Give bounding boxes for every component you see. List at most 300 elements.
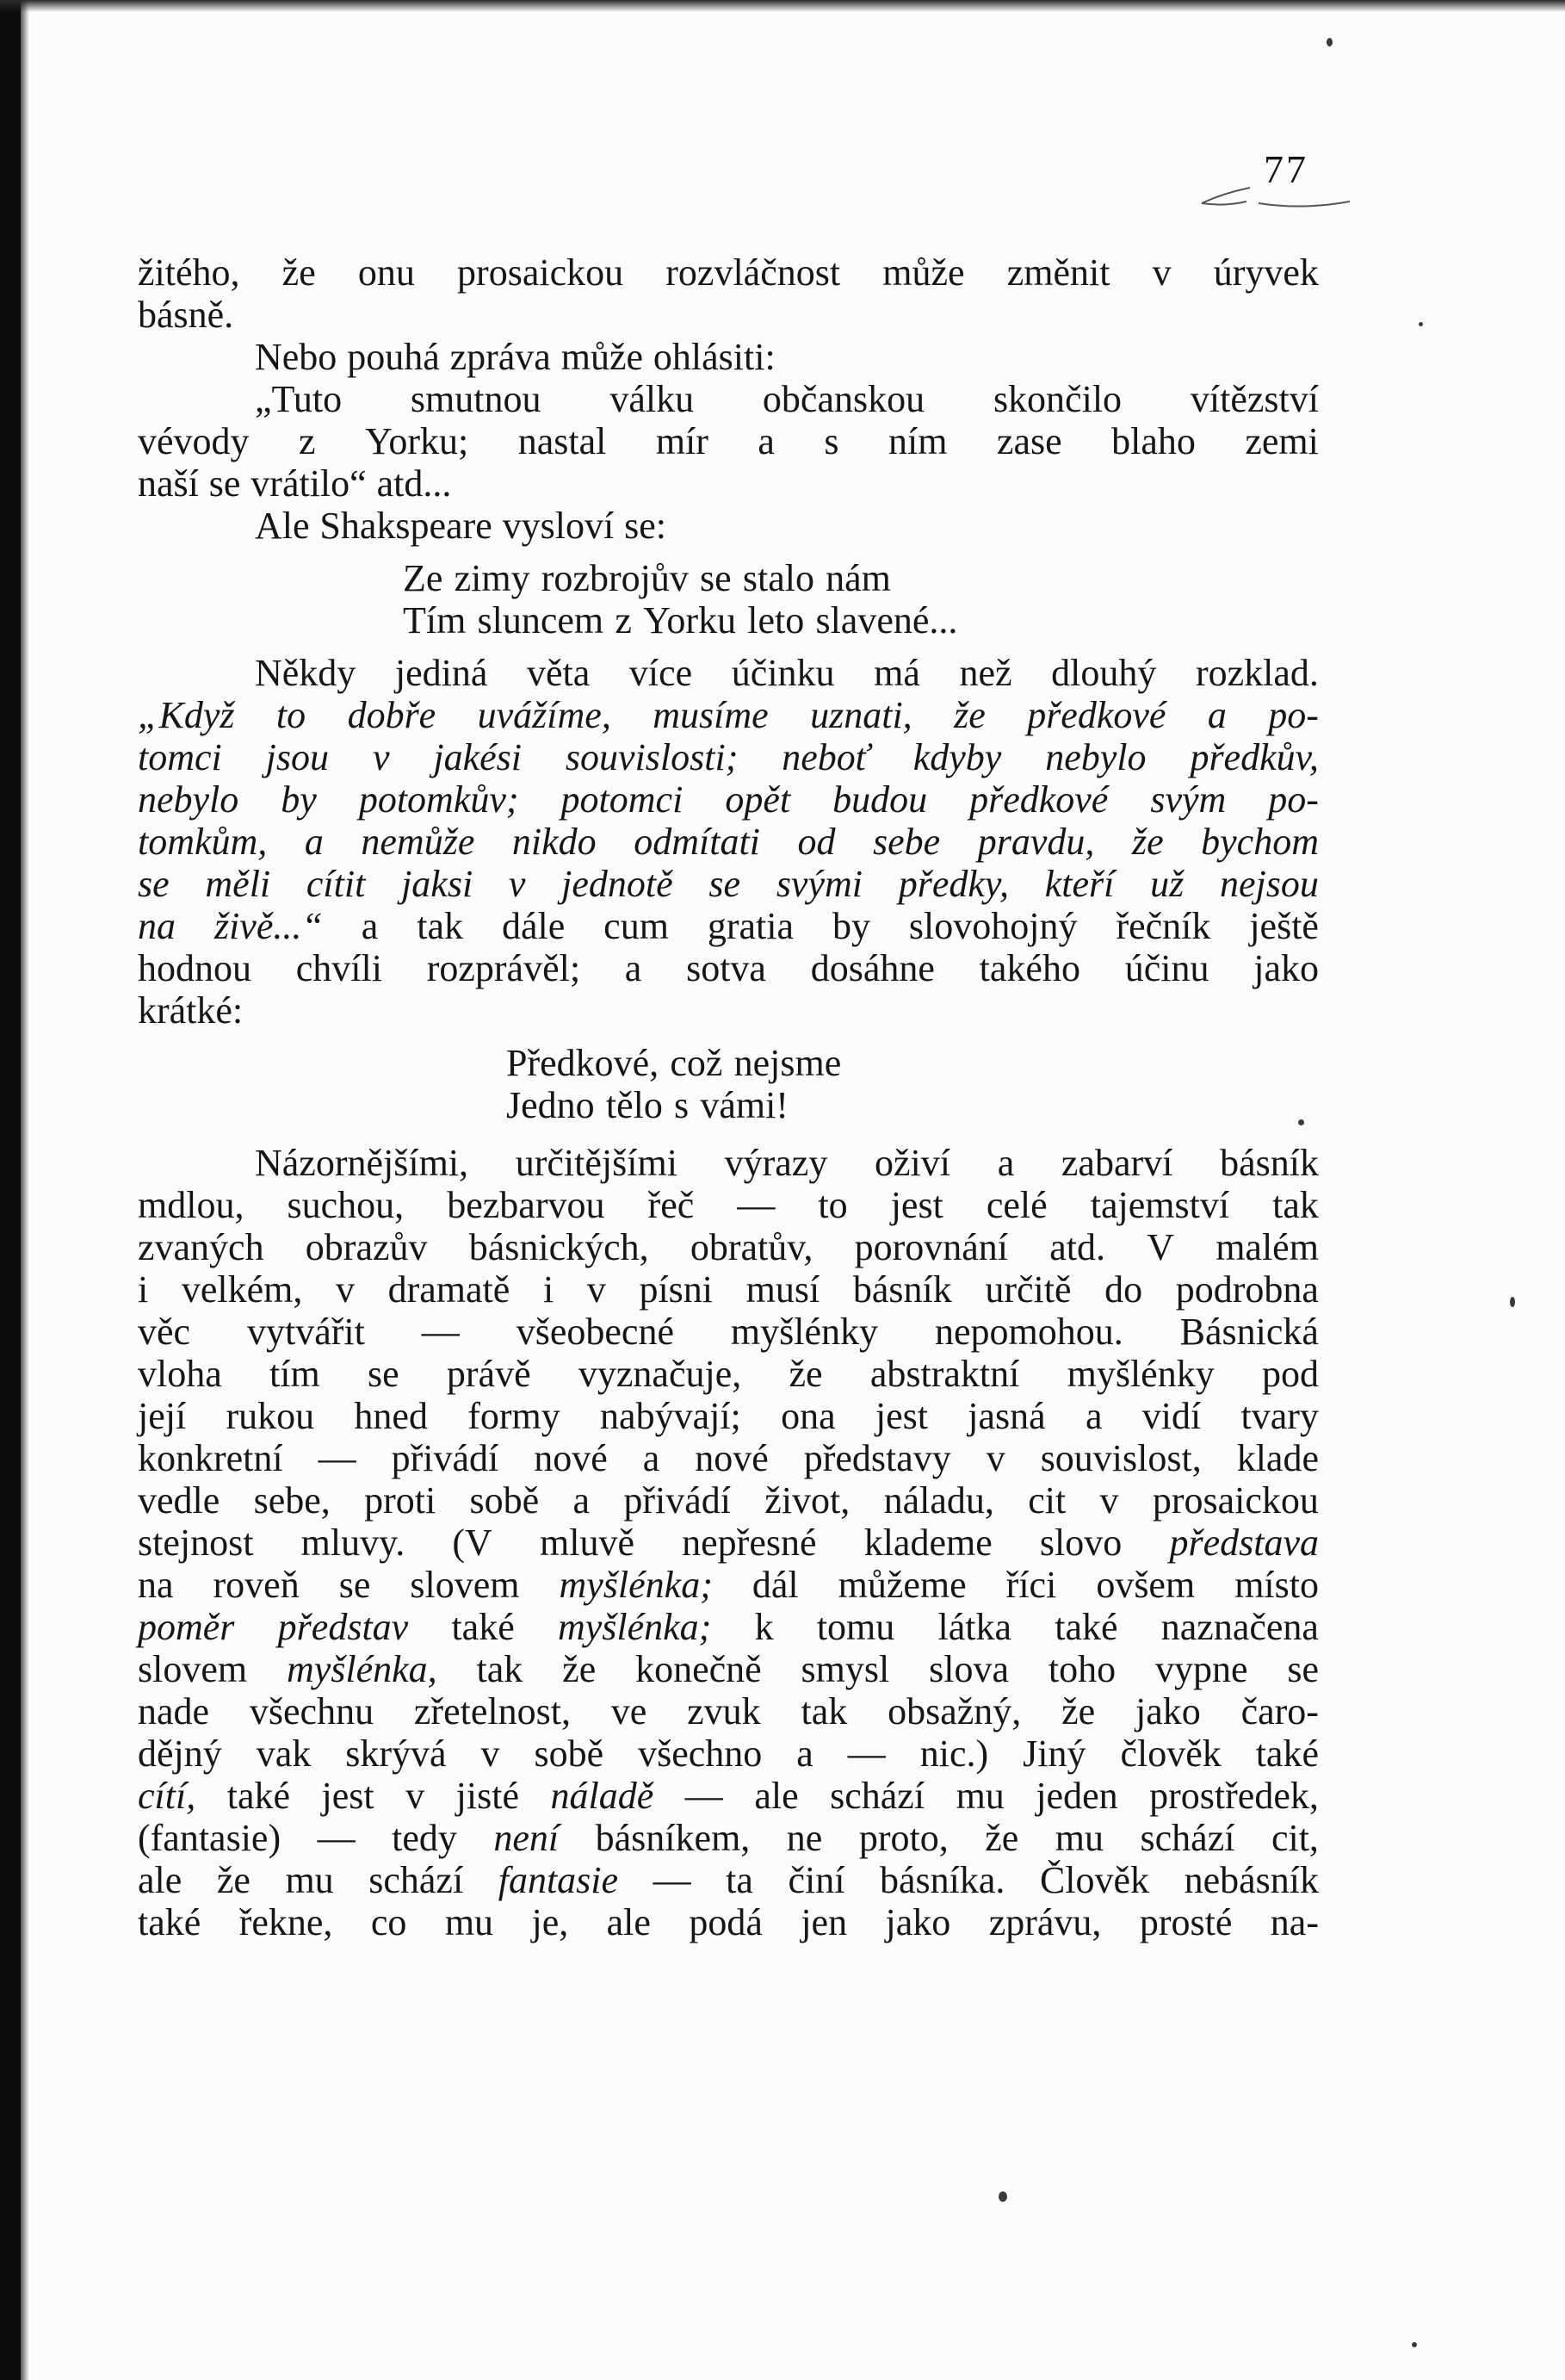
word: mu [285, 1859, 334, 1901]
word: na- [1270, 1901, 1319, 1943]
text-line [138, 1311, 1319, 1353]
word: také [1055, 1606, 1118, 1648]
word: konečně [635, 1648, 762, 1690]
word: básníka. [879, 1859, 1005, 1901]
word: jako [885, 1901, 951, 1943]
text-line [138, 505, 1319, 547]
word: jako [1135, 1690, 1201, 1732]
word: vítězství [1190, 378, 1319, 420]
word: zvuk [687, 1690, 761, 1732]
word: také [138, 1901, 201, 1943]
word: Tím [403, 599, 467, 641]
word: nabývají; [600, 1395, 741, 1437]
word: V [1147, 1226, 1174, 1268]
word: v [986, 1437, 1005, 1479]
word: malém [1216, 1226, 1319, 1268]
word: náladu, [883, 1479, 994, 1522]
word: abstraktní [869, 1353, 1020, 1395]
italic-word: nebylo [138, 778, 239, 821]
word: roveň [213, 1564, 300, 1606]
word: k [754, 1606, 774, 1648]
italic-word: pravdu, [977, 821, 1095, 863]
word: mu [956, 1775, 1005, 1817]
word: tím [269, 1353, 320, 1395]
page-text-block [138, 251, 1319, 1943]
word: tak [801, 1690, 848, 1732]
word: ovšem [1096, 1564, 1196, 1606]
italic-word: už [1150, 863, 1185, 905]
italic-word: sebe [873, 821, 941, 863]
word: hodnou [138, 947, 251, 989]
word: takého [979, 947, 1080, 989]
word: nastal [517, 420, 607, 462]
word: prosaickou [1152, 1479, 1319, 1522]
italic-word: by [281, 778, 317, 821]
word: a [361, 905, 379, 947]
word: porovnání [854, 1226, 1009, 1268]
word: i [542, 1268, 554, 1311]
word: z [615, 599, 632, 641]
text-line [138, 1690, 1319, 1732]
word: tomu [816, 1606, 895, 1648]
italic-word: svými [776, 863, 863, 905]
word: určitějšími [515, 1142, 677, 1184]
word: atd... [376, 462, 452, 505]
word: tedy [392, 1817, 457, 1859]
word: rukou [226, 1395, 315, 1437]
word: „Tuto [255, 378, 343, 420]
word: může [882, 251, 965, 294]
text-line [138, 1353, 1319, 1395]
word: gratia [707, 905, 795, 947]
word: a [758, 420, 775, 462]
word: věc [138, 1311, 191, 1353]
word: nade [138, 1690, 210, 1732]
paper-speck [1510, 1297, 1515, 1307]
word: žitého, [138, 251, 240, 294]
word: sotva [686, 947, 766, 989]
italic-word: budou [832, 778, 928, 821]
word: sebe, [253, 1479, 331, 1522]
word: sluncem [477, 599, 604, 641]
word: myšlénky [1067, 1353, 1215, 1395]
word: dramatě [387, 1268, 510, 1311]
word: oživí [875, 1142, 950, 1184]
word: vytvářit [247, 1311, 365, 1353]
word: může [560, 336, 644, 378]
word: místo [1234, 1564, 1319, 1606]
word: ním [888, 420, 948, 462]
word: — [847, 1732, 886, 1775]
word: slovem [138, 1648, 248, 1690]
word: dějný [138, 1732, 222, 1775]
text-line [138, 1226, 1319, 1268]
italic-word: předkův, [1190, 736, 1319, 778]
italic-word: poměr [138, 1606, 235, 1648]
text-line [138, 1268, 1319, 1311]
text-line [138, 947, 1319, 989]
word: mluvě [540, 1522, 634, 1564]
word: tajemství [1090, 1184, 1230, 1226]
word: Ze [403, 557, 443, 599]
word: smysl [801, 1648, 890, 1690]
word: přivádí [623, 1479, 731, 1522]
word: slovem [410, 1564, 520, 1606]
italic-word: to [275, 694, 306, 736]
word: naší [138, 462, 199, 505]
word: stejnost [138, 1522, 254, 1564]
word: básnických, [468, 1226, 649, 1268]
word: jeden [1036, 1775, 1118, 1817]
text-line [138, 778, 1319, 821]
italic-word: potomci [560, 778, 684, 821]
word: ta [726, 1859, 753, 1901]
italic-word: měli [205, 863, 271, 905]
word: se: [624, 505, 666, 547]
italic-word: nebylo [1045, 736, 1147, 778]
word: Yorku; [365, 420, 469, 462]
word: účinu [1124, 947, 1209, 989]
text-line [138, 1437, 1319, 1479]
word: slovohojný [908, 905, 1078, 947]
italic-word: nemůže [361, 821, 475, 863]
italic-word: není [493, 1817, 560, 1859]
italic-word: v [372, 736, 390, 778]
word: že [562, 1648, 597, 1690]
word: tvary [1240, 1395, 1319, 1437]
word: můžeme [838, 1564, 967, 1606]
word: v [1099, 1479, 1119, 1522]
text-line [138, 294, 1319, 336]
word: hned [354, 1395, 428, 1437]
word: blaho [1111, 420, 1196, 462]
word: mdlou, [138, 1184, 244, 1226]
word: také [451, 1606, 515, 1648]
word: obsažný, [888, 1690, 1022, 1732]
text-line [138, 462, 1319, 505]
word: s [674, 1084, 690, 1126]
word: to [818, 1184, 848, 1226]
text-line [138, 905, 1319, 947]
word: z [299, 420, 316, 462]
word: nejsme [733, 1042, 842, 1084]
text-line [138, 1817, 1319, 1859]
text-line [138, 599, 1319, 641]
word: představy [803, 1437, 951, 1479]
italic-word: jakési [433, 736, 523, 778]
word: zase [996, 420, 1062, 462]
word: — [653, 1859, 691, 1901]
word: tělo [605, 1084, 663, 1126]
word: dále [501, 905, 566, 947]
italic-word: se [138, 863, 170, 905]
word: velkém, [181, 1268, 303, 1311]
word: vidí [1141, 1395, 1202, 1437]
word: jest [321, 1775, 374, 1817]
italic-word: cítit [306, 863, 366, 905]
word: vedle [138, 1479, 220, 1522]
word: skrývá [345, 1732, 447, 1775]
word: s [824, 420, 839, 462]
word: smutnou [410, 378, 541, 420]
word: zprávu, [988, 1901, 1102, 1943]
italic-word: předkové [1027, 694, 1166, 736]
paper-speck [999, 2191, 1007, 2202]
italic-word: tomkům, [138, 821, 268, 863]
paper-speck [1419, 322, 1423, 326]
italic-word: bychom [1201, 821, 1319, 863]
word: a [1085, 1395, 1103, 1437]
word: cit, [1271, 1817, 1319, 1859]
paper-speck [1412, 2342, 1417, 2347]
word: Člověk [1039, 1859, 1150, 1901]
text-line [138, 821, 1319, 863]
word: jasná [968, 1395, 1046, 1437]
word: vloha [138, 1353, 222, 1395]
word: ne [786, 1817, 823, 1859]
word: vévody [138, 420, 250, 462]
word: se [1287, 1648, 1319, 1690]
word: prosaickou [457, 251, 624, 294]
italic-word: v [508, 863, 526, 905]
word: ohlásiti: [653, 336, 776, 378]
word: rozvláčnost [665, 251, 841, 294]
word: že [1061, 1690, 1096, 1732]
word: — [318, 1437, 356, 1479]
word: co [370, 1901, 407, 1943]
word: že [216, 1859, 251, 1901]
word: onu [357, 251, 415, 294]
word: ona [781, 1395, 836, 1437]
word: rozklad. [1196, 652, 1319, 694]
word: a [796, 1732, 813, 1775]
text-line [138, 1732, 1319, 1775]
text-line [138, 378, 1319, 420]
word: ale [138, 1859, 182, 1901]
word: pouhá [347, 336, 440, 378]
italic-word: nejsou [1220, 863, 1319, 905]
text-line [138, 1142, 1319, 1184]
word: nepřesné [682, 1522, 817, 1564]
text-line [138, 557, 1319, 599]
word: se [338, 1564, 371, 1606]
word: věta [527, 652, 591, 694]
word: se [700, 557, 732, 599]
word: pod [1261, 1353, 1319, 1395]
word: písni [639, 1268, 714, 1311]
word: nám [826, 557, 891, 599]
word: a [572, 1479, 591, 1522]
word: schází [1140, 1817, 1235, 1859]
word: celé [986, 1184, 1048, 1226]
word: vak [256, 1732, 312, 1775]
word: řečník [1116, 905, 1211, 947]
italic-word: myšlénka; [559, 1564, 713, 1606]
italic-word: dobře [347, 694, 436, 736]
text-line [138, 694, 1319, 736]
word: prostředek, [1149, 1775, 1319, 1817]
word: člověk [1120, 1732, 1222, 1775]
word: mu [444, 1901, 494, 1943]
word: všechnu [249, 1690, 374, 1732]
word: Jedno [506, 1084, 595, 1126]
word: jest [875, 1395, 928, 1437]
word: Předkové, [506, 1042, 659, 1084]
word: klademe [863, 1522, 993, 1564]
word: (V [452, 1522, 492, 1564]
word: ve [610, 1690, 647, 1732]
word: dosáhne [810, 947, 935, 989]
word: formy [467, 1395, 560, 1437]
word: zřetelnost, [413, 1690, 571, 1732]
word: cum [603, 905, 669, 947]
word: tak [1272, 1184, 1319, 1226]
word: změnit [1006, 251, 1110, 294]
word: než [959, 652, 1012, 694]
word: také [1255, 1732, 1319, 1775]
word: a [997, 1142, 1015, 1184]
text-line [138, 1901, 1319, 1943]
italic-word: tomci [138, 736, 222, 778]
top-edge-shadow [0, 0, 1565, 12]
italic-word: potomkův; [358, 778, 519, 821]
word: zimy [454, 557, 530, 599]
word: úryvek [1213, 251, 1319, 294]
word: právě [446, 1353, 531, 1395]
text-line [138, 1042, 1319, 1084]
word: krátké: [138, 989, 244, 1032]
word: slovo [1039, 1522, 1123, 1564]
word: se [367, 1353, 399, 1395]
word: Ale [255, 505, 310, 547]
italic-word: myšlénka; [557, 1606, 712, 1648]
italic-word: uvážíme, [477, 694, 611, 736]
word: zvaných [138, 1226, 264, 1268]
italic-word: odmítati [634, 821, 760, 863]
word: nepomohou. [934, 1311, 1123, 1353]
word: Nebo [255, 336, 337, 378]
italic-word: neboť [782, 736, 869, 778]
text-line [138, 652, 1319, 694]
italic-word: a [1207, 694, 1227, 736]
word: Básnická [1179, 1311, 1319, 1353]
word: Yorku [643, 599, 737, 641]
word: se [208, 462, 241, 505]
word: cit [1028, 1479, 1067, 1522]
italic-word: jsou [265, 736, 330, 778]
word: jediná [394, 652, 488, 694]
word: jen [801, 1901, 848, 1943]
word: do [1104, 1268, 1143, 1311]
word: že [789, 1353, 823, 1395]
word: — [421, 1311, 460, 1353]
word: všechno [638, 1732, 763, 1775]
text-line [138, 863, 1319, 905]
text-line [138, 1184, 1319, 1226]
word: nové [695, 1437, 769, 1479]
word: musí [745, 1268, 820, 1311]
word: leto [747, 599, 805, 641]
word: účinku [731, 652, 835, 694]
italic-word: že [1131, 821, 1164, 863]
word: i [138, 1268, 149, 1311]
word: rozprávěl; [426, 947, 581, 989]
word: sobě [534, 1732, 604, 1775]
italic-word: myšlénka, [286, 1648, 437, 1690]
word: říci [1005, 1564, 1057, 1606]
spine-edge-gradient [21, 0, 29, 2380]
text-line [138, 1564, 1319, 1606]
italic-word: svým [1150, 778, 1227, 821]
word: bezbarvou [447, 1184, 605, 1226]
word: (fantasie) [138, 1817, 281, 1859]
word: by [832, 905, 870, 947]
word: mu [1055, 1817, 1104, 1859]
word: slavené... [815, 599, 958, 641]
word: má [874, 652, 920, 694]
text-line [138, 336, 1319, 378]
word: toho [1048, 1648, 1117, 1690]
word: občanskou [762, 378, 925, 420]
text-line [138, 1775, 1319, 1817]
paper-speck [1327, 38, 1333, 46]
italic-word: nikdo [511, 821, 597, 863]
word: schází [830, 1775, 925, 1817]
word: ale [606, 1901, 651, 1943]
italic-word: se [708, 863, 741, 905]
italic-word: „Když [138, 694, 235, 736]
italic-word: představ [277, 1606, 409, 1648]
word: v [405, 1775, 425, 1817]
word: a [642, 1437, 660, 1479]
word: atd. [1049, 1226, 1105, 1268]
word: zemi [1245, 420, 1319, 462]
word: prosté [1139, 1901, 1233, 1943]
word: jisté [455, 1775, 519, 1817]
word: tak [417, 905, 463, 947]
word: dál [752, 1564, 799, 1606]
word: konkretní [138, 1437, 283, 1479]
word: obratův, [690, 1226, 813, 1268]
word: suchou, [287, 1184, 405, 1226]
word: proto, [858, 1817, 949, 1859]
italic-word: na [138, 905, 176, 947]
word: a [624, 947, 642, 989]
word: souvislost, [1040, 1437, 1202, 1479]
word: na [138, 1564, 174, 1606]
word: řeč [647, 1184, 695, 1226]
word: Někdy [255, 652, 356, 694]
word: klade [1236, 1437, 1319, 1479]
italic-word: náladě [550, 1775, 654, 1817]
word: básník [1220, 1142, 1319, 1184]
page-number: 77 [1264, 147, 1308, 191]
word: že [985, 1817, 1019, 1859]
word: rozbrojův [541, 557, 689, 599]
word: činí [788, 1859, 845, 1901]
text-line [138, 1606, 1319, 1648]
word: tak [476, 1648, 523, 1690]
word: v [336, 1268, 355, 1311]
word: v [480, 1732, 500, 1775]
text-line [138, 1084, 1319, 1126]
word: ještě [1249, 905, 1319, 947]
word: válku [609, 378, 695, 420]
word: — [684, 1775, 723, 1817]
pencil-stroke-mark [1198, 181, 1353, 215]
italic-word: předkové [969, 778, 1109, 821]
text-line [138, 1395, 1319, 1437]
